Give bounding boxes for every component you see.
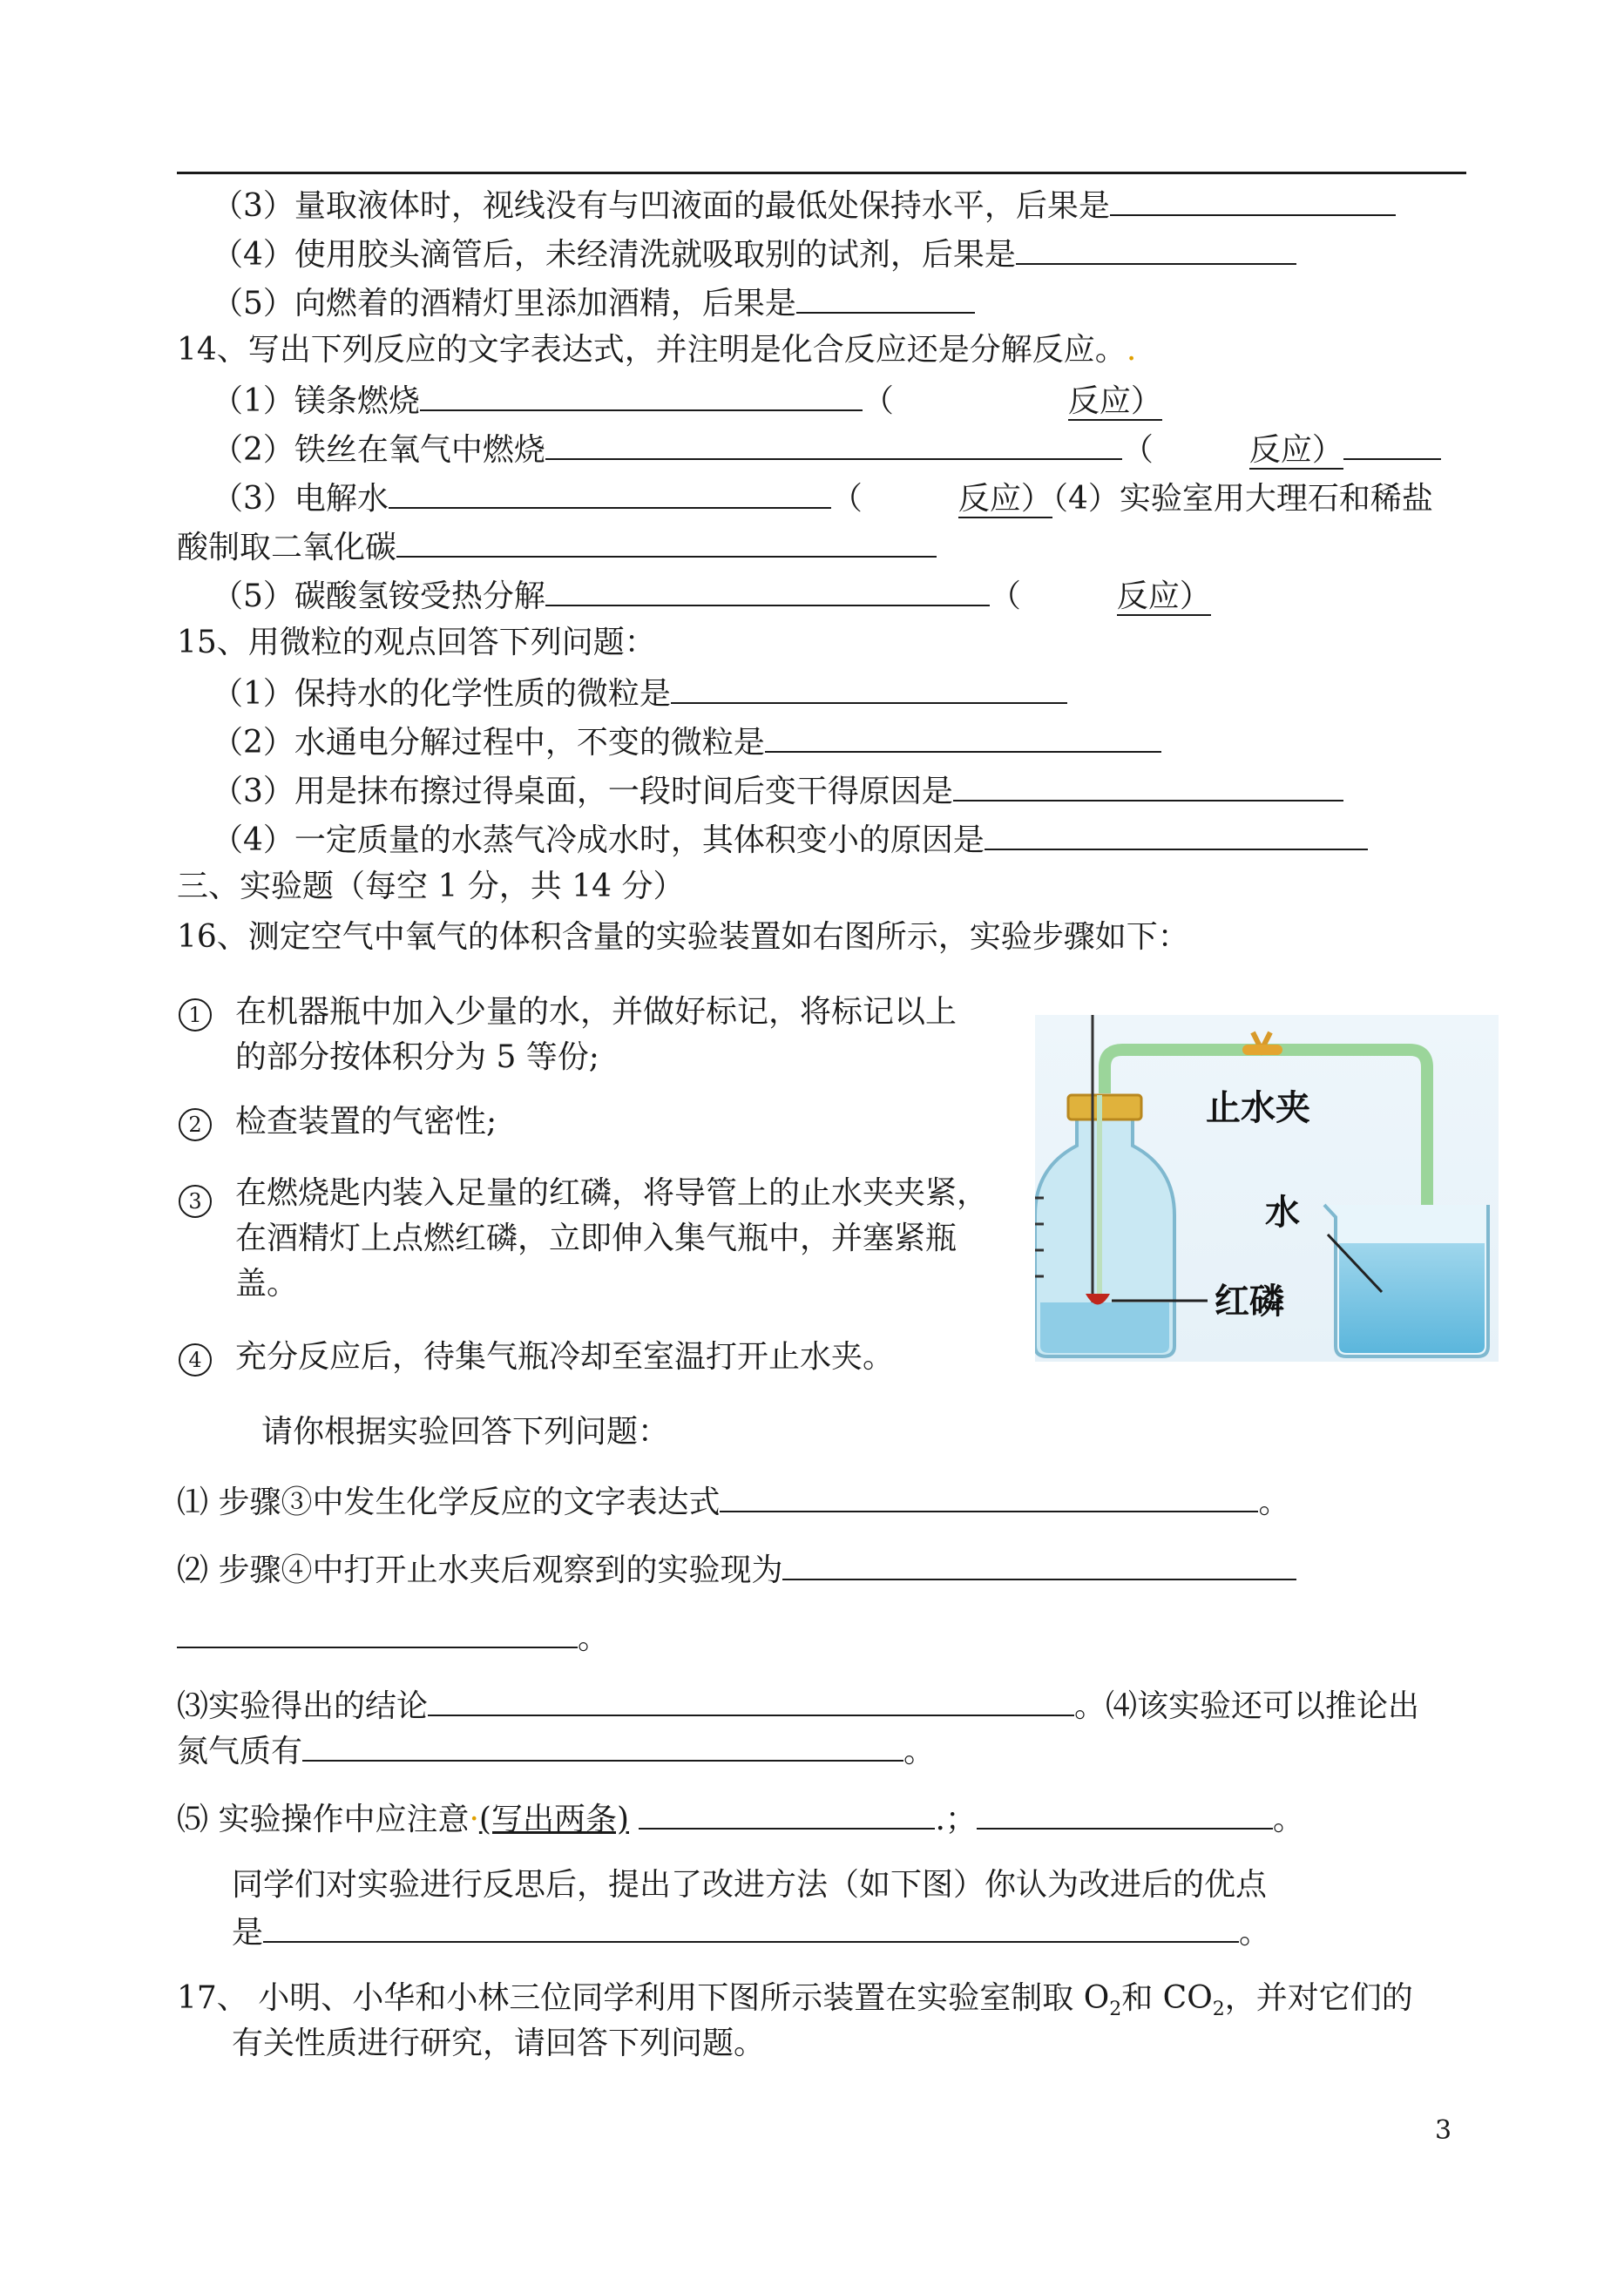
- clip-body: [1242, 1045, 1282, 1055]
- q16-sub2-cont: 。: [177, 1617, 609, 1658]
- bottle-water: [1040, 1302, 1169, 1353]
- q16-sub2: ⑵ 步骤④中打开止水夹后观察到的实验现为: [177, 1549, 1296, 1590]
- q17-line2: 有关性质进行研究，请回答下列问题。: [232, 2026, 766, 2061]
- answer-blank[interactable]: [796, 282, 975, 314]
- answer-blank[interactable]: [1110, 185, 1396, 216]
- step-1-line1: 在机器瓶中加入少量的水，并做好标记，将标记以上: [235, 994, 957, 1030]
- q16-prompt: 请你根据实验回答下列问题：: [261, 1414, 670, 1450]
- bottle-stopper: [1068, 1095, 1141, 1119]
- q16-sub5: ⑸ 实验操作中应注意·(写出两条) .； 。: [177, 1798, 1304, 1839]
- answer-blank[interactable]: [428, 1685, 1074, 1716]
- q13-item3: （3）量取液体时，视线没有与凹液面的最低处保持水平，后果是: [212, 185, 1396, 226]
- step-3-line2: 在酒精灯上点燃红磷，立即伸入集气瓶中，并塞紧瓶: [235, 1221, 957, 1256]
- answer-blank[interactable]: [545, 429, 1122, 460]
- answer-blank[interactable]: [782, 1549, 1296, 1580]
- label-water: 水: [1265, 1193, 1300, 1233]
- step-number: 1: [179, 998, 212, 1032]
- q17-line1: 17、 小明、小华和小林三位同学利用下图所示装置在实验室制取 $O_2$和 $CO_2$，并对它们的: [177, 1980, 1413, 2021]
- answer-blank[interactable]: [420, 380, 863, 411]
- answer-blank[interactable]: [985, 819, 1368, 850]
- q16-improve-line2: 是 。: [232, 1911, 1270, 1952]
- beaker-water: [1339, 1243, 1485, 1353]
- step-3-line3: 盖。: [235, 1266, 299, 1302]
- page-number: 3: [1435, 2115, 1452, 2146]
- step-4-line1: 充分反应后，待集气瓶冷却至室温打开止水夹。: [235, 1339, 895, 1375]
- q16-stem: 16、测定空气中氧气的体积含量的实验装置如右图所示，实验步骤如下：: [177, 919, 1189, 955]
- step-number: 4: [179, 1343, 212, 1376]
- header-rule: [177, 172, 1466, 174]
- step-1-line2: 的部分按体积分为 5 等份;: [235, 1039, 599, 1075]
- q13-item5: （5）向燃着的酒精灯里添加酒精，后果是: [212, 282, 975, 323]
- q15-item2: （2）水通电分解过程中，不变的微粒是: [212, 721, 1161, 762]
- q14-item4-cont: 酸制取二氧化碳: [177, 526, 937, 567]
- q14-stem: 14、写出下列反应的文字表达式，并注明是化合反应还是分解反应。.: [177, 332, 1137, 368]
- step-2-line1: 检查装置的气密性;: [235, 1104, 497, 1140]
- q14-item3: （3）电解水 （ 反应）（4）实验室用大理石和稀盐: [212, 477, 1433, 518]
- answer-blank[interactable]: [977, 1798, 1273, 1830]
- apparatus-figure: [1035, 1015, 1499, 1362]
- label-clip: 止水夹: [1206, 1088, 1310, 1128]
- q15-item1: （1）保持水的化学性质的微粒是: [212, 673, 1067, 714]
- q14-item2: （2）铁丝在氧气中燃烧 （ 反应）: [212, 429, 1441, 470]
- q14-item5: （5）碳酸氢铵受热分解 （ 反应）: [212, 575, 1211, 616]
- answer-blank[interactable]: [263, 1911, 1239, 1943]
- answer-blank[interactable]: [177, 1617, 578, 1648]
- answer-blank[interactable]: [765, 721, 1161, 753]
- q16-sub1: ⑴ 步骤③中发生化学反应的文字表达式 。: [177, 1481, 1289, 1522]
- answer-blank[interactable]: [1016, 233, 1296, 265]
- q15-stem: 15、用微粒的观点回答下列问题：: [177, 625, 656, 660]
- answer-blank[interactable]: [671, 673, 1067, 704]
- answer-blank[interactable]: [389, 477, 831, 509]
- answer-blank[interactable]: [545, 575, 990, 606]
- answer-blank[interactable]: [953, 770, 1343, 802]
- q16-sub4-cont: 氮气质有 。: [177, 1730, 935, 1771]
- answer-blank[interactable]: [302, 1730, 903, 1762]
- q14-item1: （1）镁条燃烧 （ 反应）: [212, 380, 1162, 421]
- label-phosphorus: 红磷: [1215, 1282, 1284, 1322]
- answer-blank[interactable]: [720, 1481, 1258, 1512]
- answer-blank[interactable]: [639, 1798, 935, 1830]
- step-number: 3: [179, 1185, 212, 1218]
- answer-blank[interactable]: [396, 526, 937, 558]
- q15-item3: （3）用是抹布擦过得桌面，一段时间后变干得原因是: [212, 770, 1343, 811]
- q16-sub3: ⑶实验得出的结论 。⑷该实验还可以推论出: [177, 1685, 1419, 1726]
- q13-item4: （4）使用胶头滴管后，未经清洗就吸取别的试剂，后果是: [212, 233, 1296, 274]
- step-3-line1: 在燃烧匙内装入足量的红磷，将导管上的止水夹夹紧，: [235, 1175, 989, 1211]
- q15-item4: （4）一定质量的水蒸气冷成水时，其体积变小的原因是: [212, 819, 1368, 860]
- section-heading: 三、实验题（每空 1 分，共 14 分）: [177, 869, 685, 904]
- step-number: 2: [179, 1108, 212, 1141]
- q16-improve-line1: 同学们对实验进行反思后，提出了改进方法（如下图）你认为改进后的优点: [232, 1867, 1268, 1903]
